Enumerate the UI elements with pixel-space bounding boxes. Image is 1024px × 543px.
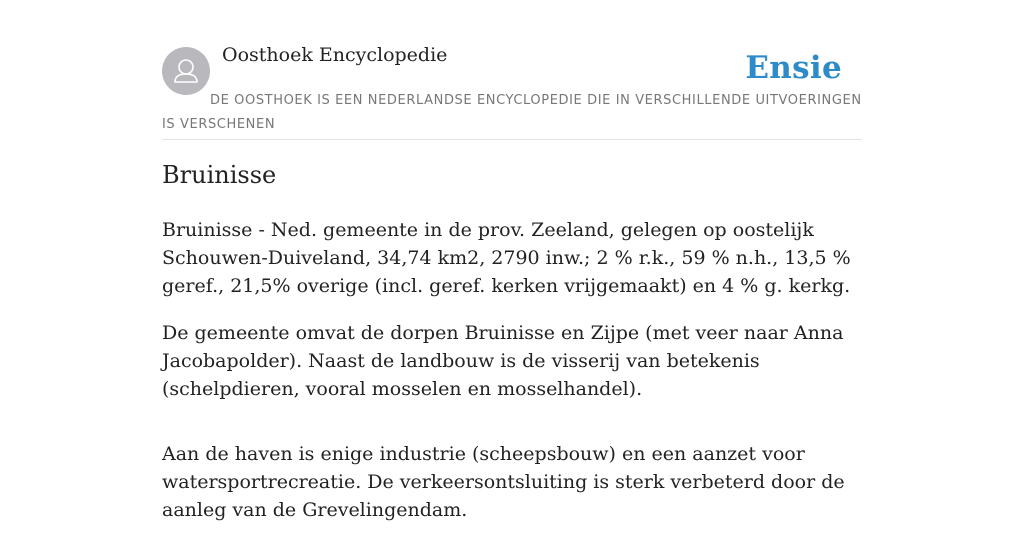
- source-description: DE OOSTHOEK IS EEN NEDERLANDSE ENCYCLOPEDIE DIE IN VERSCHILLENDE UITVOERINGEN IS VERSCHENEN: [162, 93, 862, 132]
- article-paragraph: Aan de haven is enige industrie (scheepsbouw) en een aanzet voor watersportrecreatie. De verkeersontsluiting is sterk verbeterd door de aanleg van de Grevelingendam.: [162, 443, 845, 521]
- article-body: [162, 216, 862, 543]
- article-title: Bruinisse: [162, 161, 277, 189]
- brand-logo[interactable]: Ensie: [745, 50, 842, 86]
- user-icon: [162, 47, 210, 95]
- article-paragraph: De gemeente omvat de dorpen Bruinisse en Zijpe (met veer naar Anna Jacobapolder). Naast de landbouw is de visserij van betekenis (schelpdieren, vooral mosselen en mosselhandel).: [162, 322, 844, 400]
- divider: [162, 139, 862, 140]
- article-paragraph: Bruinisse - Ned. gemeente in de prov. Zeeland, gelegen op oostelijk Schouwen-Duiveland, 34,74 km2, 2790 inw.; 2 % r.k., 59 % n.h., 13,5 % geref., 21,5% overige (incl. geref. kerken vrijgemaakt) en 4 % g. kerkg.: [162, 219, 851, 297]
- source-title[interactable]: Oosthoek Encyclopedie: [222, 44, 448, 66]
- avatar[interactable]: [162, 47, 210, 95]
